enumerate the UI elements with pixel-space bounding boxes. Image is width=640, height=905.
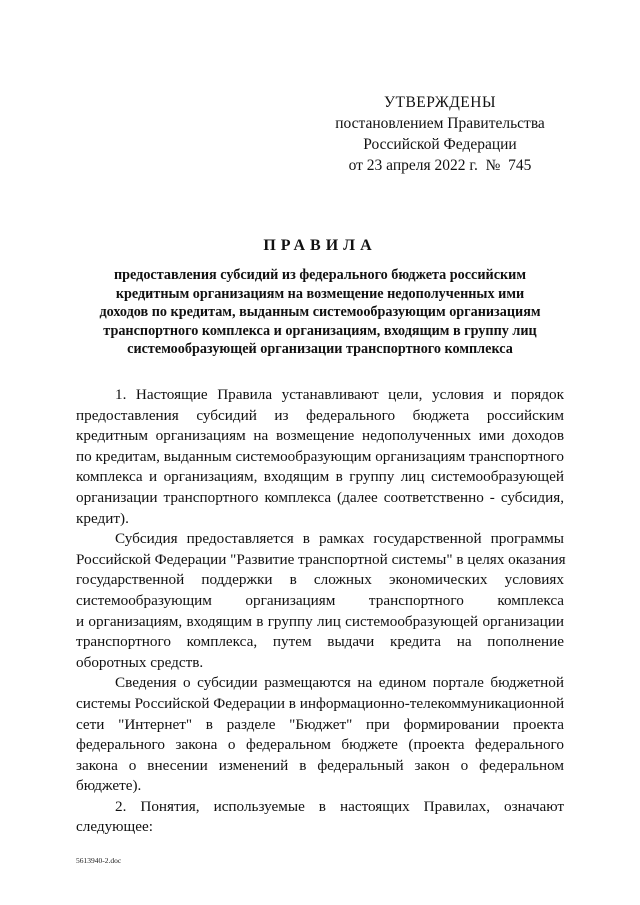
document-body: [76, 385, 564, 838]
paragraph: [76, 797, 564, 838]
body-text-line: бюджете).: [76, 777, 142, 795]
body-text-line: системообразующим организациям транспортного комплекса: [76, 591, 564, 609]
approval-line: Российской Федерации: [363, 136, 517, 153]
body-text-line: Сведения о субсидии размещаются на едином портале бюджетной: [115, 674, 564, 692]
body-text-line: Российской Федерации "Развитие транспортной системы" в целях оказания: [76, 550, 566, 568]
approval-date-line: от 23 апреля 2022 г. № 745: [348, 157, 532, 174]
body-text-line: оборотных средств.: [76, 653, 204, 671]
body-text-line: закона о внесении изменений в федеральный закон о федеральном: [76, 756, 564, 774]
subtitle-line: транспортного комплекса и организациям, входящим в группу лиц: [103, 322, 537, 339]
body-text-line: федерального закона о федеральном бюджете (проекта федерального: [76, 736, 564, 754]
body-text-line: сети "Интернет" в разделе "Бюджет" при формировании проекта: [76, 715, 564, 733]
subtitle-line: предоставления субсидий из федерального бюджета российским: [113, 267, 527, 283]
approval-heading: УТВЕРЖДЕНЫ: [384, 94, 496, 111]
approval-line: постановлением Правительства: [335, 115, 545, 132]
body-text-line: Субсидия предоставляется в рамках государственной программы: [115, 530, 564, 548]
body-text-line: системы Российской Федерации в информационно-телекоммуникационной: [76, 694, 565, 712]
body-text-line: комплекса и организациям, входящим в группу лиц системообразующей: [76, 468, 564, 486]
body-text-line: государственной поддержки в сложных экономических условиях: [76, 571, 564, 589]
body-text-line: кредитным организациям на возмещение недополученных ими доходов: [76, 427, 564, 445]
body-text-line: следующее:: [76, 818, 153, 836]
document-subtitle: [70, 266, 570, 359]
document-title: ПРАВИЛА: [263, 237, 377, 254]
body-text-line: кредит).: [76, 509, 129, 527]
body-text-line: и организациям, входящим в группу лиц системообразующей организации: [76, 612, 564, 630]
subtitle-line: доходов по кредитам, выданным системообразующим организациям: [99, 304, 541, 320]
subtitle-line: системообразующей организации транспортного комплекса: [127, 341, 513, 357]
body-text-line: 1. Настоящие Правила устанавливают цели, условия и порядок: [115, 386, 564, 403]
body-text-line: транспортного комплекса, путем выдачи кредита на пополнение: [76, 633, 564, 651]
paragraph: [76, 529, 564, 673]
body-text-line: предоставления субсидий из федерального бюджета российским: [76, 406, 564, 424]
body-text-line: 2. Понятия, используемые в настоящих Правилах, означают: [115, 797, 564, 815]
approval-block: [330, 92, 550, 176]
subtitle-line: кредитным организациям на возмещение недополученных ими: [115, 285, 525, 302]
body-text-line: организации транспортного комплекса (далее соответственно - субсидия,: [76, 488, 564, 506]
paragraph: [76, 385, 564, 529]
file-reference: 5613940-2.doc: [76, 856, 122, 865]
paragraph: [76, 673, 564, 797]
body-text-line: по кредитам, выданным системообразующим организациям транспортного: [76, 447, 564, 465]
